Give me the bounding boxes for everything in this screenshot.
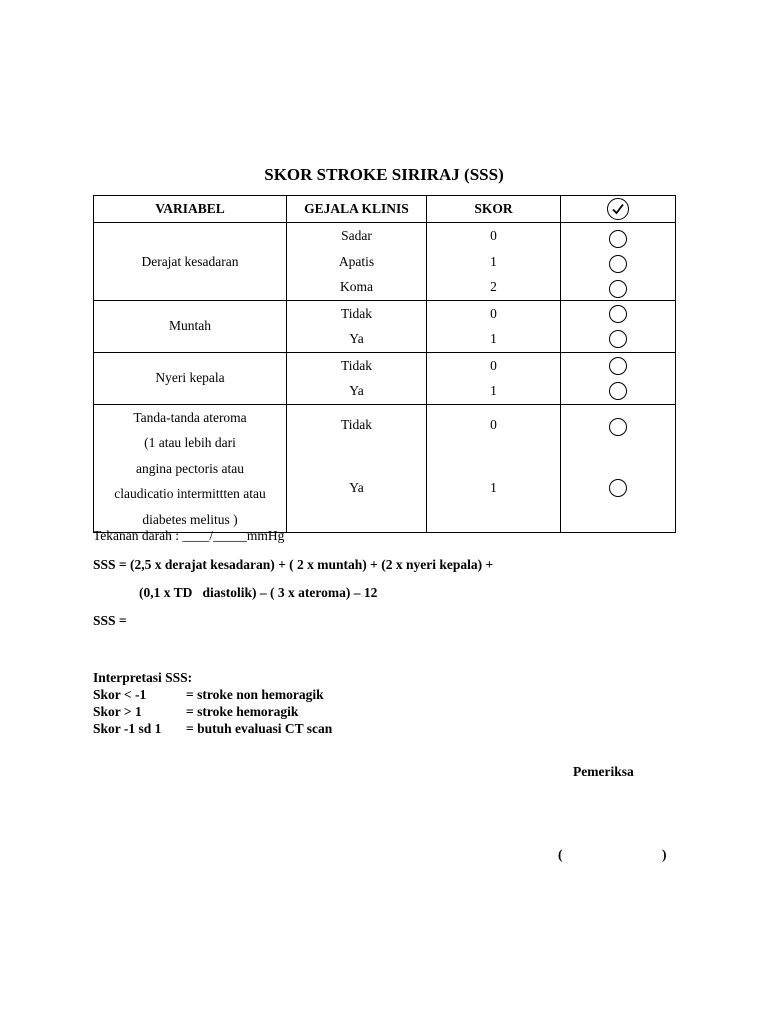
gejala-cell [287, 352, 427, 404]
skor-value: 0 [490, 228, 497, 243]
variable-label: Nyeri kepala [155, 370, 225, 386]
radio-sadar[interactable] [609, 230, 627, 248]
tekanan-darah-field[interactable]: Tekanan darah : ____/_____mmHg [93, 528, 285, 543]
formula-line-1: SSS = (2,5 x derajat kesadaran) + ( 2 x muntah) + (2 x nyeri kepala) + [93, 557, 494, 572]
radio-cell [561, 404, 676, 533]
gejala-cell [287, 404, 427, 533]
gejala-option: Tidak [340, 305, 372, 321]
gejala-option: Ya [349, 480, 364, 495]
gejala-option: Tidak [340, 416, 372, 432]
skor-value: 1 [490, 253, 497, 269]
variable-label-line: claudicatio intermittten atau [114, 486, 266, 501]
interpretasi-value: = stroke non hemoragik [186, 687, 324, 702]
interpretasi-value: = stroke hemoragik [186, 704, 299, 719]
gejala-option: Ya [349, 331, 364, 346]
radio-muntah-tidak[interactable] [609, 305, 627, 323]
signature-close-paren: ) [662, 847, 667, 862]
variable-cell [94, 352, 287, 404]
variable-label-line: angina pectoris atau [136, 460, 244, 476]
interpretasi-item [93, 686, 332, 703]
gejala-cell [287, 223, 427, 301]
radio-muntah-ya[interactable] [609, 330, 627, 348]
radio-cell [561, 223, 676, 301]
radio-cell [561, 300, 676, 352]
interpretasi-heading: Interpretasi SSS: [93, 670, 193, 685]
skor-value: 2 [490, 279, 497, 294]
header-variabel: VARIABEL [94, 196, 287, 223]
formula-line-2: (0,1 x TD diastolik) – ( 3 x ateroma) – 12 [139, 585, 378, 600]
skor-value: 1 [490, 383, 497, 398]
table-row [94, 300, 676, 352]
variable-cell [94, 404, 287, 533]
skor-cell [427, 300, 561, 352]
skor-value: 1 [490, 331, 497, 346]
table-row [94, 352, 676, 404]
document-title: SKOR STROKE SIRIRAJ (SSS) [264, 165, 504, 184]
header-skor: SKOR [427, 196, 561, 223]
table-row [94, 223, 676, 301]
radio-cell [561, 352, 676, 404]
gejala-option: Koma [340, 279, 373, 294]
variable-label-line: diabetes melitus ) [142, 511, 238, 527]
interpretasi-key: Skor > 1 [93, 704, 142, 719]
interpretasi-section [93, 669, 332, 737]
variable-label-line: (1 atau lebih dari [144, 435, 236, 450]
header-gejala-klinis: GEJALA KLINIS [287, 196, 427, 223]
variable-cell [94, 223, 287, 301]
skor-value: 0 [490, 305, 497, 321]
radio-nyeri-ya[interactable] [609, 382, 627, 400]
pemeriksa-label: Pemeriksa [573, 764, 634, 779]
variable-cell [94, 300, 287, 352]
radio-apatis[interactable] [609, 255, 627, 273]
interpretasi-value: = butuh evaluasi CT scan [186, 721, 333, 736]
sss-table [93, 195, 676, 533]
skor-cell [427, 223, 561, 301]
radio-koma[interactable] [609, 280, 627, 298]
gejala-option: Ya [349, 383, 364, 398]
radio-ateroma-ya[interactable] [609, 479, 627, 497]
check-circle-icon [607, 198, 629, 220]
skor-cell [427, 404, 561, 533]
signature-field[interactable] [568, 845, 660, 865]
interpretasi-item [93, 720, 332, 737]
table-row [94, 404, 676, 533]
sss-result-field[interactable]: SSS = [93, 613, 127, 628]
interpretasi-key: Skor -1 sd 1 [93, 721, 162, 736]
skor-value: 1 [490, 480, 497, 495]
table-header-row [94, 196, 676, 223]
signature-open-paren: ( [558, 847, 563, 862]
radio-nyeri-tidak[interactable] [609, 357, 627, 375]
gejala-cell [287, 300, 427, 352]
skor-value: 0 [490, 416, 497, 432]
variable-label-line: Tanda-tanda ateroma [133, 409, 247, 425]
interpretasi-item [93, 703, 332, 720]
variable-label: Derajat kesadaran [141, 253, 239, 269]
gejala-option: Sadar [341, 228, 372, 243]
gejala-option: Apatis [338, 253, 375, 269]
skor-cell [427, 352, 561, 404]
gejala-option: Tidak [340, 357, 372, 373]
skor-value: 0 [490, 357, 497, 373]
header-check [561, 196, 676, 223]
radio-ateroma-tidak[interactable] [609, 418, 627, 436]
interpretasi-key: Skor < -1 [93, 687, 147, 702]
variable-label: Muntah [169, 318, 211, 334]
